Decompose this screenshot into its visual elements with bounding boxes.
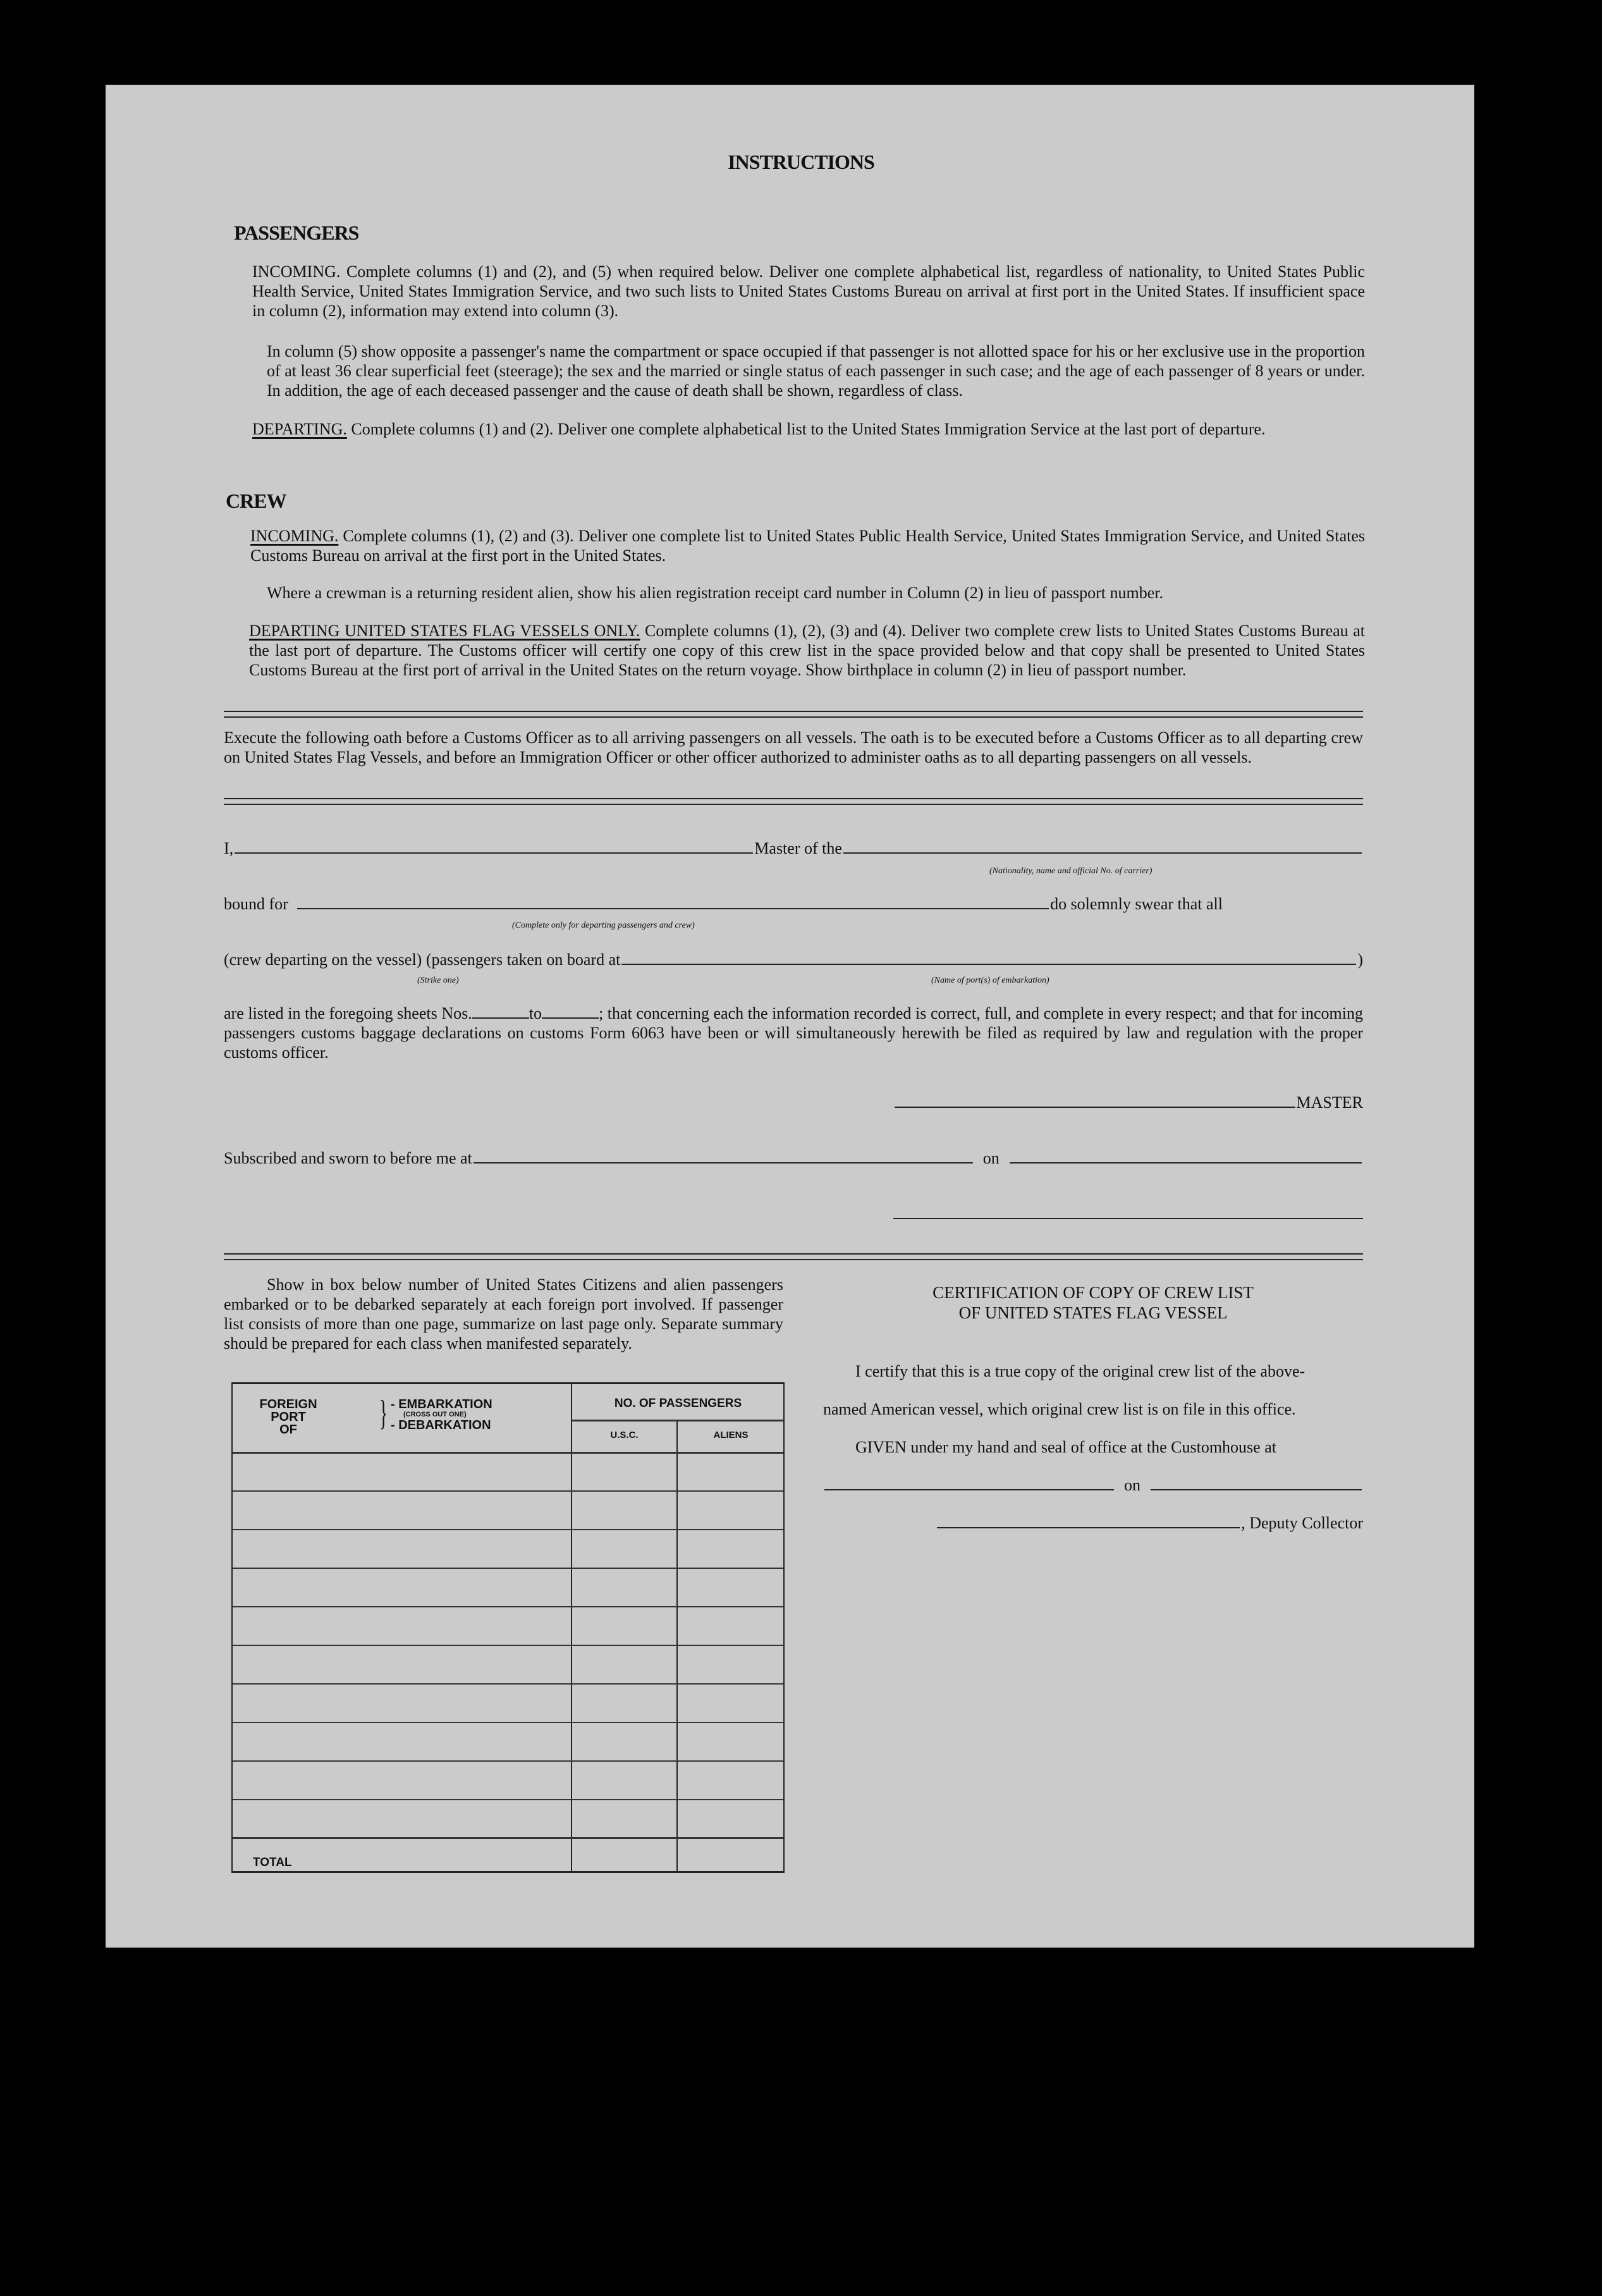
- table-row[interactable]: [233, 1490, 783, 1492]
- usc-header: U.S.C.: [610, 1430, 639, 1440]
- no-passengers-header: NO. OF PASSENGERS: [614, 1397, 742, 1410]
- sworn-place-field[interactable]: [474, 1162, 973, 1163]
- close-paren: ): [1357, 950, 1363, 969]
- crew-departing: [249, 621, 1365, 680]
- oath-statement: [224, 1004, 1363, 1062]
- on-label: on: [982, 1149, 1000, 1167]
- cross-out-note: (CROSS OUT ONE): [403, 1411, 467, 1418]
- passengers-incoming: [252, 262, 1365, 321]
- oath-i: I,: [224, 839, 234, 857]
- column5-text: In column (5) show opposite a passenger's name the compartment or space occupied if that passenger is not allotted space for his or her exclusive use in the proportion of at least 36 clear superficial feet (steerage); the sex and the married or single status of each passenger in such case; and the age of each passenger of 8 years or under. In addition, the age of each deceased passenger and the cause of death shall be shown, regardless of class.: [267, 342, 1365, 400]
- officer-signature-field[interactable]: [893, 1218, 1363, 1219]
- passengers-departing: [252, 419, 1365, 439]
- table-row[interactable]: [233, 1683, 783, 1685]
- crew-departing-option[interactable]: (crew departing on the vessel): [224, 950, 422, 969]
- page-title: INSTRUCTIONS: [728, 150, 874, 173]
- port-label: PORT: [271, 1410, 306, 1424]
- master-label: MASTER: [1296, 1093, 1363, 1112]
- certify-line1: I certify that this is a true copy of the original crew list of the above-: [855, 1362, 1305, 1380]
- table-row[interactable]: [233, 1568, 783, 1569]
- carrier-field[interactable]: [843, 852, 1362, 854]
- crew-departing-label: DEPARTING UNITED STATES FLAG VESSELS ONLY.: [249, 622, 640, 640]
- passengers-heading: PASSENGERS: [234, 221, 359, 244]
- subscribed-line: [224, 1149, 1363, 1168]
- oath-line-bound: [224, 895, 1223, 914]
- incoming-text: Complete columns (1) and (2), and (5) when required below. Deliver one complete alphabetical list, regardless of nationality, to United States Public Health Service, United States Immigration Service, and two such lists to United States Customs Bureau on arrival at first port in the United States. If insufficient space in column (2), information may extend into column (3).: [252, 262, 1366, 320]
- debarkation-option[interactable]: - DEBARKATION: [391, 1418, 491, 1432]
- crew-resident-text: Where a crewman is a returning resident alien, show his alien registration receipt card number in Column (2) in lieu of passport number.: [267, 584, 1164, 602]
- sworn-date-field[interactable]: [1010, 1162, 1362, 1163]
- table-row[interactable]: [233, 1529, 783, 1530]
- deputy-line: [936, 1514, 1363, 1533]
- embarkation-port-field[interactable]: [621, 964, 1356, 965]
- aliens-header: ALIENS: [713, 1430, 749, 1440]
- header-divider: [571, 1420, 783, 1421]
- listed-label: are listed in the foregoing sheets Nos.: [224, 1004, 472, 1022]
- certification-title-line1: CERTIFICATION OF COPY OF CREW LIST: [932, 1283, 1254, 1302]
- certify-line2: named American vessel, which original crew list is on file in this office.: [823, 1400, 1296, 1418]
- cert-date-field[interactable]: [1151, 1489, 1362, 1490]
- column-divider: [676, 1421, 678, 1871]
- departing-label: DEPARTING.: [252, 420, 347, 438]
- brace-icon: }: [379, 1394, 388, 1433]
- cert-on-label: on: [1124, 1476, 1140, 1494]
- of-label: OF: [279, 1423, 297, 1437]
- incoming-label: INCOMING.: [252, 262, 341, 281]
- foreign-port-header: [250, 1398, 326, 1436]
- certification-title: [823, 1282, 1363, 1323]
- bound-caption: (Complete only for departing passengers and crew): [512, 921, 695, 930]
- master-signature-field[interactable]: [895, 1107, 1295, 1108]
- carrier-caption: (Nationality, name and official No. of carrier): [989, 866, 1153, 876]
- deputy-collector-label: , Deputy Collector: [1241, 1514, 1363, 1532]
- table-row[interactable]: [233, 1837, 783, 1839]
- foreign-label: FOREIGN: [259, 1397, 317, 1411]
- oath-line-embarkation: [224, 950, 1363, 969]
- bound-for-field[interactable]: [297, 908, 1049, 909]
- certify-line3: GIVEN under my hand and seal of office at the Customhouse at: [855, 1438, 1276, 1456]
- master-signature-line: [893, 1093, 1363, 1112]
- swear-label: do solemnly swear that all: [1050, 895, 1223, 913]
- oath-line-master: [224, 839, 1363, 858]
- oath-intro: Execute the following oath before a Customs Officer as to all arriving passengers on all vessels. The oath is to be executed before a Customs Officer as to all departing crew on United States Flag Vessels, and before an Immigration Officer or other officer authorized to administer oaths as to all departing passengers on all vessels.: [224, 728, 1363, 766]
- table-row[interactable]: [233, 1645, 783, 1646]
- master-of-the-label: Master of the: [754, 839, 842, 857]
- customhouse-line: [823, 1476, 1363, 1495]
- crew-heading: CREW: [226, 489, 286, 512]
- strike-one-caption: (Strike one): [417, 976, 459, 985]
- divider: [224, 1253, 1363, 1260]
- sheet-to-field[interactable]: [542, 1017, 599, 1019]
- customhouse-field[interactable]: [824, 1489, 1114, 1490]
- table-row[interactable]: [233, 1606, 783, 1607]
- oath-statement-text: ; that concerning each the information recorded is correct, full, and complete in every respect; and that for incoming passengers customs baggage declarations on customs Form 6063 have been or will simultaneously herewith be filed as required by law and regulation with the proper customs officer.: [224, 1004, 1363, 1062]
- departing-text: Complete columns (1) and (2). Deliver one complete alphabetical list to the United States Immigration Service at the last port of departure.: [351, 420, 1266, 438]
- subscribed-label: Subscribed and sworn to before me at: [224, 1149, 472, 1167]
- sheet-from-field[interactable]: [472, 1017, 529, 1019]
- table-row[interactable]: [233, 1760, 783, 1762]
- crew-incoming-text: Complete columns (1), (2) and (3). Deliver one complete list to United States Public Health Service, United States Immigration Service, and United States Customs Bureau on arrival at the first port in the United States.: [250, 527, 1366, 565]
- divider: [224, 711, 1363, 718]
- column-divider: [571, 1384, 572, 1871]
- table-row[interactable]: [233, 1799, 783, 1800]
- embark-debark-header: [391, 1398, 492, 1432]
- certification-title-line2: OF UNITED STATES FLAG VESSEL: [958, 1303, 1228, 1322]
- header-bottom: [233, 1452, 783, 1454]
- deputy-signature-field[interactable]: [937, 1527, 1240, 1528]
- bound-for-label: bound for: [224, 895, 288, 913]
- master-name-field[interactable]: [235, 852, 753, 854]
- divider: [224, 798, 1363, 805]
- total-label: TOTAL: [253, 1856, 292, 1869]
- crew-incoming: [250, 526, 1365, 565]
- to-label: to: [529, 1004, 542, 1022]
- embarkation-option[interactable]: - EMBARKATION: [391, 1397, 492, 1411]
- passengers-taken-option[interactable]: (passengers taken on board at: [425, 950, 621, 969]
- summary-note: Show in box below number of United States Citizens and alien passengers embarked or to be debarked separately at each foreign port involved. If passenger list consists of more than one page, summarize on last page only. Separate summary should be prepared for each class when manifested separately.: [224, 1275, 783, 1353]
- crew-departing-text: Complete columns (1), (2), (3) and (4). Deliver two complete crew lists to United States Customs Bureau at the last port of departure. The Customs officer will certify one copy of this crew list in the space provided below and that copy shall be presented to United States Customs Bureau at the first port of arrival in the United States on the return voyage. Show birthplace in column (2) in lieu of passport number.: [249, 622, 1366, 679]
- table-row[interactable]: [233, 1722, 783, 1723]
- crew-incoming-label: INCOMING.: [250, 527, 339, 545]
- passenger-summary-table: [231, 1382, 785, 1873]
- port-caption: (Name of port(s) of embarkation): [931, 976, 1049, 985]
